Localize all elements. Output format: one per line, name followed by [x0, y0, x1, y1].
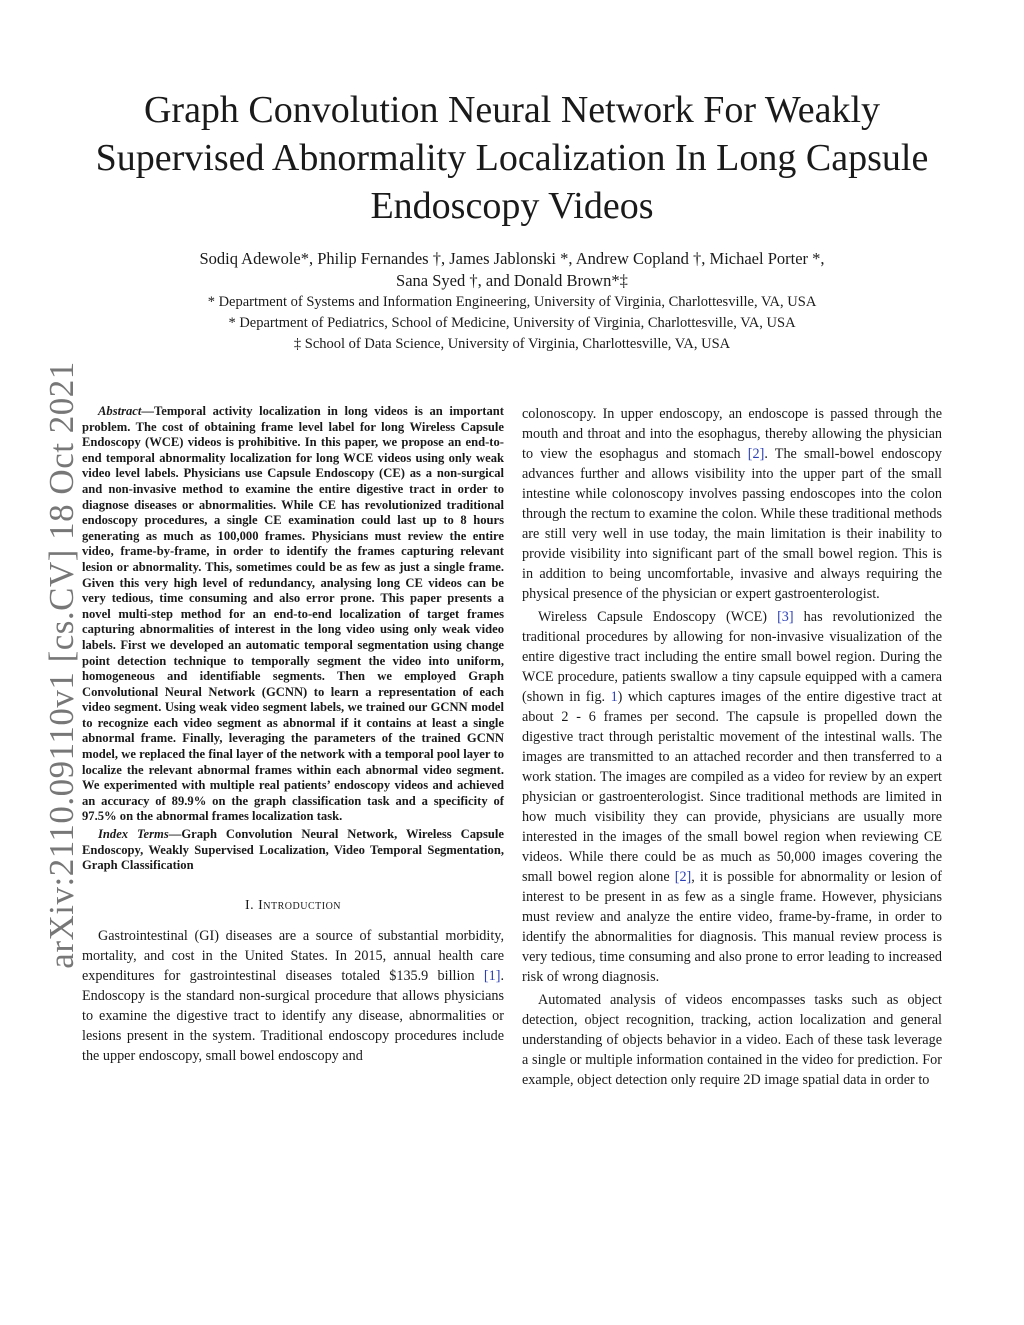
citation-link[interactable]: [2] — [747, 446, 765, 462]
figure-link[interactable]: 1 — [610, 689, 618, 705]
arxiv-identifier: arXiv:2110.09110v1 [cs.CV] 18 Oct 2021 — [42, 361, 81, 969]
right-column — [522, 404, 942, 1093]
intro-text-a: Gastrointestinal (GI) diseases are a source of substantial morbidity, mortality, and cost in the United States. In 2015, annual health care expenditures for gastrointestinal diseases totaled $135.9 billion — [82, 927, 504, 984]
abstract-text: —Temporal activity localization in long videos is an important problem. The cost of obtaining frame level label for long Wireless Capsule Endoscopy (WCE) videos is prohibitive. In this paper, we propose an end-to-end temporal abnormality localization for long WCE videos using only weak video level labels. Physicians use Capsule Endoscopy (CE) as a non-surgical and non-invasive method to examine the entire digestive tract in order to diagnose diseases or abnormalities. While CE has revolutionized traditional endoscopy procedures, a single CE examination could last up to 8 hours generating as much as 100,000 frames. Physicians must review the entire video, frame-by-frame, in order to identify the frames capturing relevant lesion or abnormality. This, sometimes could be as few as just a single frame. Given this very high level of redundancy, analysing long CE videos can be very tedious, time consuming and also error prone. This paper presents a novel multi-step method for an end-to-end localization of target frames capturing abnormalities of interest in the long video using only weak video labels. First we developed an automatic temporal segmentation using change point detection technique to temporally segment the video into uniform, homogeneous and identifiable segments. Then we employed Graph Convolutional Neural Network (GCNN) to learn a representation of each video segment. Using weak video segment labels, we trained our GCNN model to recognize each video segment as abnormal if it contains at least a single abnormal frame. Finally, leveraging the parameters of the trained GCNN model, we replaced the final layer of the network with a temporal pool layer to localize the relevant abnormal frames within each abnormal video segment. We experimented with multiple real patients’ endoscopy videos and achieved an accuracy of 89.9% on the graph classification task and a specificity of 97.5% on the abnormal frames localization task. — [82, 404, 504, 824]
abstract-label: Abstract — [98, 404, 142, 418]
left-column — [82, 404, 504, 1069]
affiliation-3: ‡ School of Data Science, University of Virginia, Charlottesville, VA, USA — [293, 336, 731, 352]
citation-link[interactable]: [3] — [777, 609, 794, 625]
index-terms-text: —Graph Convolution Neural Network, Wireless Capsule Endoscopy, Weakly Supervised Localization, Video Temporal Segmentation, Graph Classification — [82, 827, 505, 873]
index-terms — [82, 827, 504, 874]
affiliation-2: * Department of Pediatrics, School of Medicine, University of Virginia, Charlottesville, VA, USA — [228, 315, 796, 331]
section-title: Introduction — [258, 897, 342, 913]
intro-text-b: . Endoscopy is the standard non-surgical procedure that allows physicians to examine the digestive tract to identify any disease, abnormalities or lesions present in the system. Traditional endoscopy procedures include the upper endoscopy, small bowel endoscopy and — [82, 967, 504, 1064]
right-p2-text-a: Wireless Capsule Endoscopy (WCE) — [538, 609, 778, 625]
section-number: I. — [244, 897, 255, 913]
right-p2-text-b: has revolutionized the traditional procedures by allowing for non-invasive visualization of the entire digestive tract including the entire small bowel region. During the WCE procedure, patients swallow a tiny capsule equipped with a camera (shown in fig. — [522, 609, 942, 705]
right-p1-text-b: . The small-bowel endoscopy advances further and allows visibility into the upper part of the small intestine while colonoscopy involves passing endoscopes into the colon through the rectum to examine the colon. While these traditional methods are still very well in use today, the main limitation is their inability to provide visibility into significant part of the small bowel region. This is in addition to being uncomfortable, invasive and always requiring the physical presence of the physician or expert gastroenterologist. — [522, 446, 942, 602]
author-line-1: Sodiq Adewole*, Philip Fernandes †, James Jablonski *, Andrew Copland †, Michael Porter *, — [199, 249, 825, 268]
citation-link[interactable]: [2] — [674, 869, 692, 885]
paper-title: Graph Convolution Neural Network For Weakly Supervised Abnormality Localization In Long Capsule Endoscopy Videos — [95, 89, 929, 227]
index-terms-label: Index Terms — [98, 827, 169, 842]
author-list — [90, 248, 934, 292]
author-line-2: Sana Syed †, and Donald Brown*‡ — [396, 271, 628, 290]
section-heading — [82, 896, 504, 916]
intro-paragraph-1 — [82, 926, 504, 1066]
right-paragraph-2 — [522, 607, 942, 987]
right-p2-text-c: ) which captures images of the entire digestive tract at about 2 - 6 frames per second. The capsule is propelled down the digestive tract through peristaltic movement of the intestinal walls. The images are transmitted to an attached recorder and then transferred to a work station. The images are compiled as a video for review by an expert physician or gastroenterologist. Since traditional methods are limited in how much visibility they can provide, physicians are usually more interested in the images of the small bowel region when reviewing CE videos. While there could be as much as 50,000 images covering the small bowel region alone — [522, 689, 942, 885]
right-paragraph-3: Automated analysis of videos encompasses tasks such as object detection, object recognition, tracking, action localization and general understanding of objects behavior in a video. Each of these task leverage a single or multiple information contained in the video for prediction. For example, object detection only require 2D image spatial data in order to — [522, 992, 942, 1088]
citation-link[interactable]: [1] — [483, 967, 501, 984]
abstract — [82, 404, 504, 825]
affiliation-1: * Department of Systems and Information Engineering, University of Virginia, Charlottesville, VA, USA — [207, 294, 817, 310]
right-p1-text-a: colonoscopy. In upper endoscopy, an endoscope is passed through the mouth and throat and into the esophagus, thereby allowing the physician to view the esophagus and stomach — [522, 406, 942, 462]
right-paragraph-1 — [522, 404, 942, 604]
right-p2-text-d: , it is possible for abnormality or lesion of interest to be present in as few as a single frame. However, physicians must review and analyze the entire video, frame-by-frame, in order to identify the abnormalities for diagnosis. This manual review process is very tedious, time consuming and also prone to error leading to increased risk of wrong diagnosis. — [522, 869, 942, 985]
